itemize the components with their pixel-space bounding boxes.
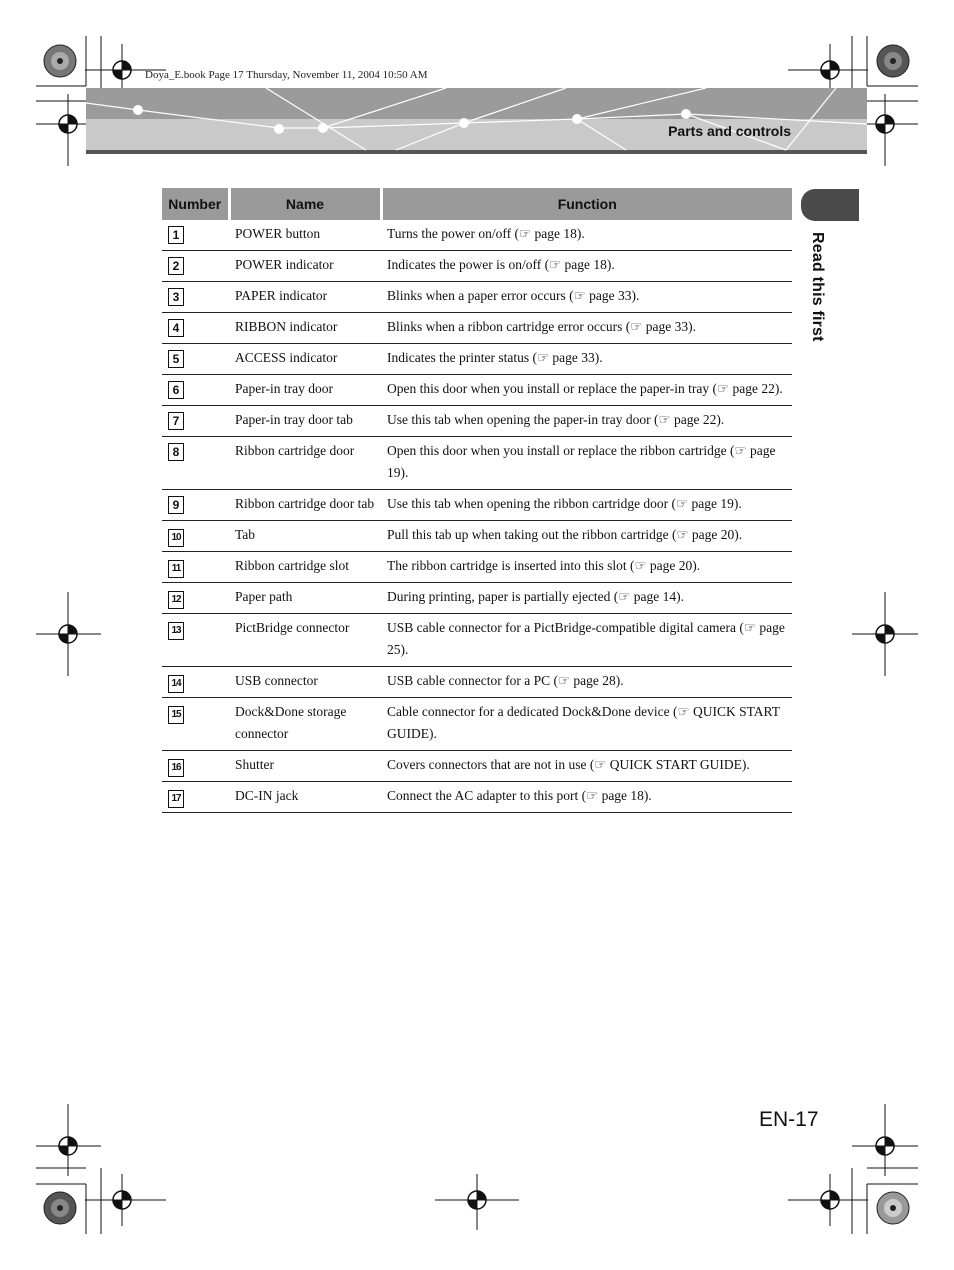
part-function: Open this door when you install or replace the paper-in tray (☞ page 22). xyxy=(381,375,792,406)
table-row xyxy=(162,251,792,282)
part-function: Blinks when a ribbon cartridge error occurs (☞ page 33). xyxy=(381,313,792,344)
number-badge: 8 xyxy=(168,443,184,461)
table-row xyxy=(162,614,792,667)
part-function: Open this door when you install or replace the ribbon cartridge (☞ page 19). xyxy=(381,437,792,490)
table-row xyxy=(162,521,792,552)
part-name: Dock&Done storage connector xyxy=(229,698,381,751)
part-name: DC-IN jack xyxy=(229,782,381,813)
part-function: USB cable connector for a PC (☞ page 28). xyxy=(381,667,792,698)
table-row xyxy=(162,782,792,813)
table-body xyxy=(162,220,792,813)
number-badge: 6 xyxy=(168,381,184,399)
table-row xyxy=(162,313,792,344)
side-tab-label: Read this first xyxy=(809,232,826,342)
part-name: Ribbon cartridge door xyxy=(229,437,381,490)
part-name: POWER indicator xyxy=(229,251,381,282)
number-badge: 12 xyxy=(168,591,184,609)
part-name: Ribbon cartridge door tab xyxy=(229,490,381,521)
number-badge: 17 xyxy=(168,790,184,808)
table-row xyxy=(162,490,792,521)
part-function: Use this tab when opening the paper-in tray door (☞ page 22). xyxy=(381,406,792,437)
column-header-function: Function xyxy=(381,188,792,220)
side-tab-marker xyxy=(801,189,859,221)
table-header-row xyxy=(162,188,792,220)
table-row xyxy=(162,375,792,406)
part-function: Cable connector for a dedicated Dock&Done device (☞ QUICK START GUIDE). xyxy=(381,698,792,751)
number-badge: 5 xyxy=(168,350,184,368)
column-header-number: Number xyxy=(162,188,229,220)
part-name: Paper path xyxy=(229,583,381,614)
table-row xyxy=(162,220,792,251)
part-function: USB cable connector for a PictBridge-compatible digital camera (☞ page 25). xyxy=(381,614,792,667)
number-badge: 1 xyxy=(168,226,184,244)
part-function: Pull this tab up when taking out the ribbon cartridge (☞ page 20). xyxy=(381,521,792,552)
print-metadata: Doya_E.book Page 17 Thursday, November 11, 2004 10:50 AM xyxy=(145,69,428,81)
part-function: The ribbon cartridge is inserted into this slot (☞ page 20). xyxy=(381,552,792,583)
header-banner xyxy=(86,88,867,154)
part-name: Ribbon cartridge slot xyxy=(229,552,381,583)
part-name: POWER button xyxy=(229,220,381,251)
part-function: Turns the power on/off (☞ page 18). xyxy=(381,220,792,251)
section-title: Parts and controls xyxy=(668,123,791,139)
number-badge: 14 xyxy=(168,675,184,693)
table-row xyxy=(162,344,792,375)
number-badge: 4 xyxy=(168,319,184,337)
number-badge: 11 xyxy=(168,560,184,578)
table-row xyxy=(162,437,792,490)
table-row xyxy=(162,406,792,437)
table-row xyxy=(162,282,792,313)
table-row xyxy=(162,583,792,614)
part-name: Tab xyxy=(229,521,381,552)
number-badge: 3 xyxy=(168,288,184,306)
number-badge: 15 xyxy=(168,706,184,724)
part-name: PictBridge connector xyxy=(229,614,381,667)
number-badge: 10 xyxy=(168,529,184,547)
table-row xyxy=(162,552,792,583)
parts-table xyxy=(162,188,792,813)
column-header-name: Name xyxy=(229,188,381,220)
part-name: RIBBON indicator xyxy=(229,313,381,344)
number-badge: 16 xyxy=(168,759,184,777)
part-function: Blinks when a paper error occurs (☞ page 33). xyxy=(381,282,792,313)
table-row xyxy=(162,751,792,782)
part-name: Paper-in tray door xyxy=(229,375,381,406)
part-function: During printing, paper is partially ejected (☞ page 14). xyxy=(381,583,792,614)
number-badge: 13 xyxy=(168,622,184,640)
part-name: ACCESS indicator xyxy=(229,344,381,375)
part-function: Indicates the power is on/off (☞ page 18). xyxy=(381,251,792,282)
part-function: Covers connectors that are not in use (☞ QUICK START GUIDE). xyxy=(381,751,792,782)
part-function: Use this tab when opening the ribbon cartridge door (☞ page 19). xyxy=(381,490,792,521)
table-row xyxy=(162,698,792,751)
part-function: Indicates the printer status (☞ page 33). xyxy=(381,344,792,375)
part-name: USB connector xyxy=(229,667,381,698)
number-badge: 9 xyxy=(168,496,184,514)
part-name: PAPER indicator xyxy=(229,282,381,313)
part-function: Connect the AC adapter to this port (☞ page 18). xyxy=(381,782,792,813)
number-badge: 7 xyxy=(168,412,184,430)
part-name: Shutter xyxy=(229,751,381,782)
number-badge: 2 xyxy=(168,257,184,275)
table-row xyxy=(162,667,792,698)
page-number: EN-17 xyxy=(759,1108,819,1131)
part-name: Paper-in tray door tab xyxy=(229,406,381,437)
